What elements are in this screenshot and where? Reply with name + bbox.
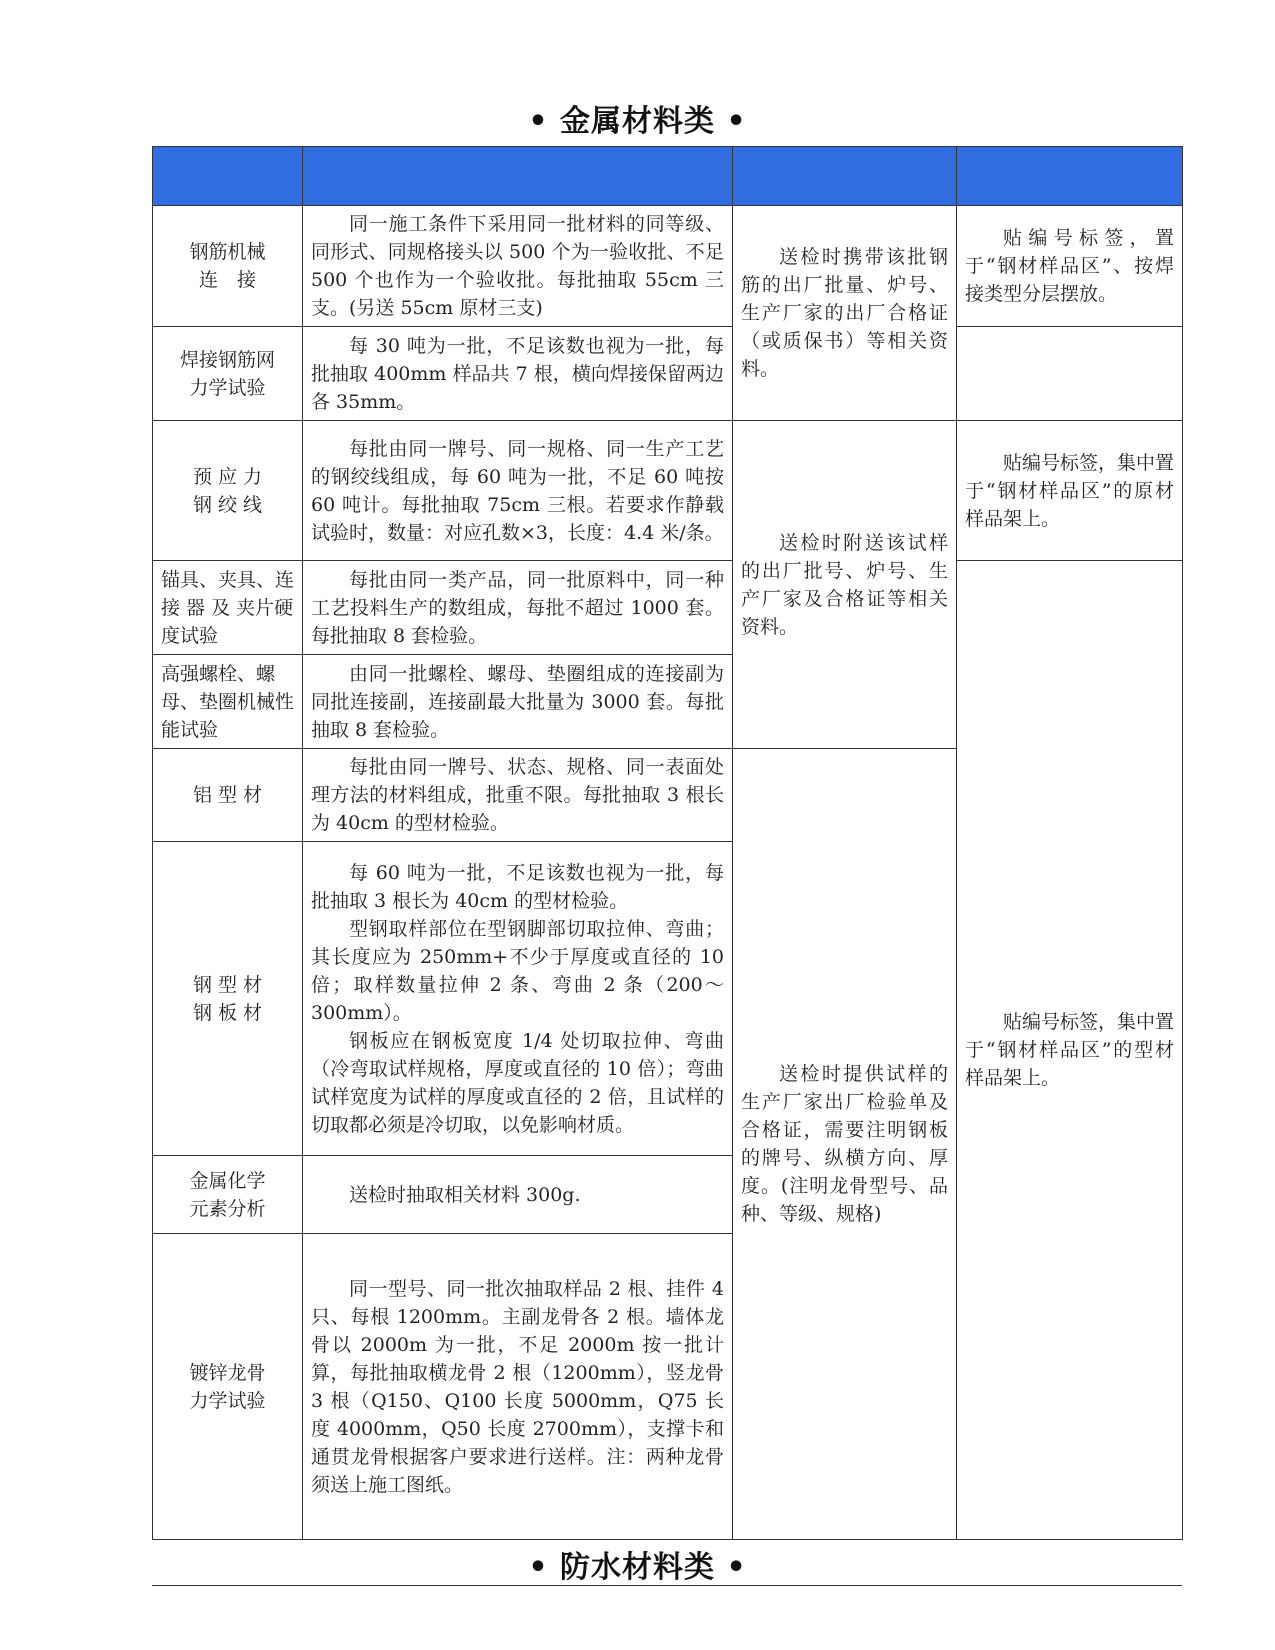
material-name: 镀锌龙骨 力学试验	[153, 1234, 303, 1540]
required-documents: 送检时附送该试样的出厂批号、炉号、生产厂家及合格证等相关资料。	[733, 421, 957, 749]
storage-note	[957, 327, 1183, 421]
footer-divider	[152, 1585, 1182, 1586]
sampling-rule: 送检时抽取相关材料 300g.	[303, 1156, 733, 1234]
header-cell	[153, 147, 303, 206]
required-documents: 送检时提供试样的生产厂家出厂检验单及合格证，需要注明钢板的牌号、纵横方向、厚度。(注明龙骨型号、品种、等级、规格)	[733, 749, 957, 1540]
header-cell	[733, 147, 957, 206]
material-name: 焊接钢筋网 力学试验	[153, 327, 303, 421]
table-row	[153, 421, 1183, 561]
header-cell	[957, 147, 1183, 206]
table-row	[153, 327, 1183, 421]
material-name: 钢 型 材 钢 板 材	[153, 842, 303, 1156]
section-title: • 防水材料类 •	[528, 1550, 747, 1585]
storage-note: 贴编号标签，集中置于“钢材样品区”的型材样品架上。	[957, 561, 1183, 1540]
sampling-rule: 由同一批螺栓、螺母、垫圈组成的连接副为同批连接副，连接副最大批量为 3000 套。每批抽取 8 套检验。	[303, 655, 733, 749]
table-row	[153, 206, 1183, 327]
page-title: • 金属材料类 •	[528, 104, 747, 139]
material-name: 预 应 力 钢 绞 线	[153, 421, 303, 561]
material-name: 高强螺栓、螺母、垫圈机械性能试验	[153, 655, 303, 749]
sampling-rule: 每 60 吨为一批，不足该数也视为一批，每批抽取 3 根长为 40cm 的型材检验。 型钢取样部位在型钢脚部切取拉伸、弯曲；其长度应为 250mm+不少于厚度或直径的 10 倍；取样数量拉伸 2 条、弯曲 2 条（200～300mm）。 钢板应在钢板宽度 1/4 处切取拉伸、弯曲（冷弯取试样规格，厚度或直径的 10 倍）；弯曲试样宽度为试样的厚度或直径的 2 倍，且试样的切取都必须是冷切取，以免影响材质。	[303, 842, 733, 1156]
sampling-rule: 同一型号、同一批次抽取样品 2 根、挂件 4 只、每根 1200mm。主副龙骨各 2 根。墙体龙骨以 2000m 为一批，不足 2000m 按一批计算，每批抽取横龙骨 2 根（1200mm），竖龙骨 3 根（Q150、Q100 长度 5000mm，Q75 长度 4000mm，Q50 长度 2700mm），支撑卡和通贯龙骨根据客户要求进行送样。注：两种龙骨须送上施工图纸。	[303, 1234, 733, 1540]
required-documents: 送检时携带该批钢筋的出厂批量、炉号、生产厂家的出厂合格证（或质保书）等相关资料。	[733, 206, 957, 421]
material-name: 锚具、夹具、连 接 器 及 夹片硬度试验	[153, 561, 303, 655]
sampling-rule: 每批由同一牌号、同一规格、同一生产工艺的钢绞线组成，每 60 吨为一批，不足 60 吨按 60 吨计。每批抽取 75cm 三根。若要求作静载试验时，数量：对应孔数×3，长度：4.4 米/条。	[303, 421, 733, 561]
header-cell	[303, 147, 733, 206]
sampling-rule: 每 30 吨为一批，不足该数也视为一批，每批抽取 400mm 样品共 7 根，横向焊接保留两边各 35mm。	[303, 327, 733, 421]
sampling-rule: 同一施工条件下采用同一批材料的同等级、同形式、同规格接头以 500 个为一验收批、不足 500 个也作为一个验收批。每批抽取 55cm 三支。(另送 55cm 原材三支)	[303, 206, 733, 327]
material-name: 金属化学 元素分析	[153, 1156, 303, 1234]
storage-note: 贴编号标签，集中置于“钢材样品区”的原材样品架上。	[957, 421, 1183, 561]
storage-note: 贴编号标签，置于“钢材样品区”、按焊接类型分层摆放。	[957, 206, 1183, 327]
table-header-row	[153, 147, 1183, 206]
material-name: 钢筋机械 连 接	[153, 206, 303, 327]
material-name: 铝 型 材	[153, 749, 303, 842]
table-row	[153, 561, 1183, 655]
sampling-rule: 每批由同一类产品，同一批原料中，同一种工艺投料生产的数组成，每批不超过 1000 套。每批抽取 8 套检验。	[303, 561, 733, 655]
sampling-rule: 每批由同一牌号、状态、规格、同一表面处理方法的材料组成，批重不限。每批抽取 3 根长为 40cm 的型材检验。	[303, 749, 733, 842]
metal-materials-table	[152, 146, 1183, 1540]
